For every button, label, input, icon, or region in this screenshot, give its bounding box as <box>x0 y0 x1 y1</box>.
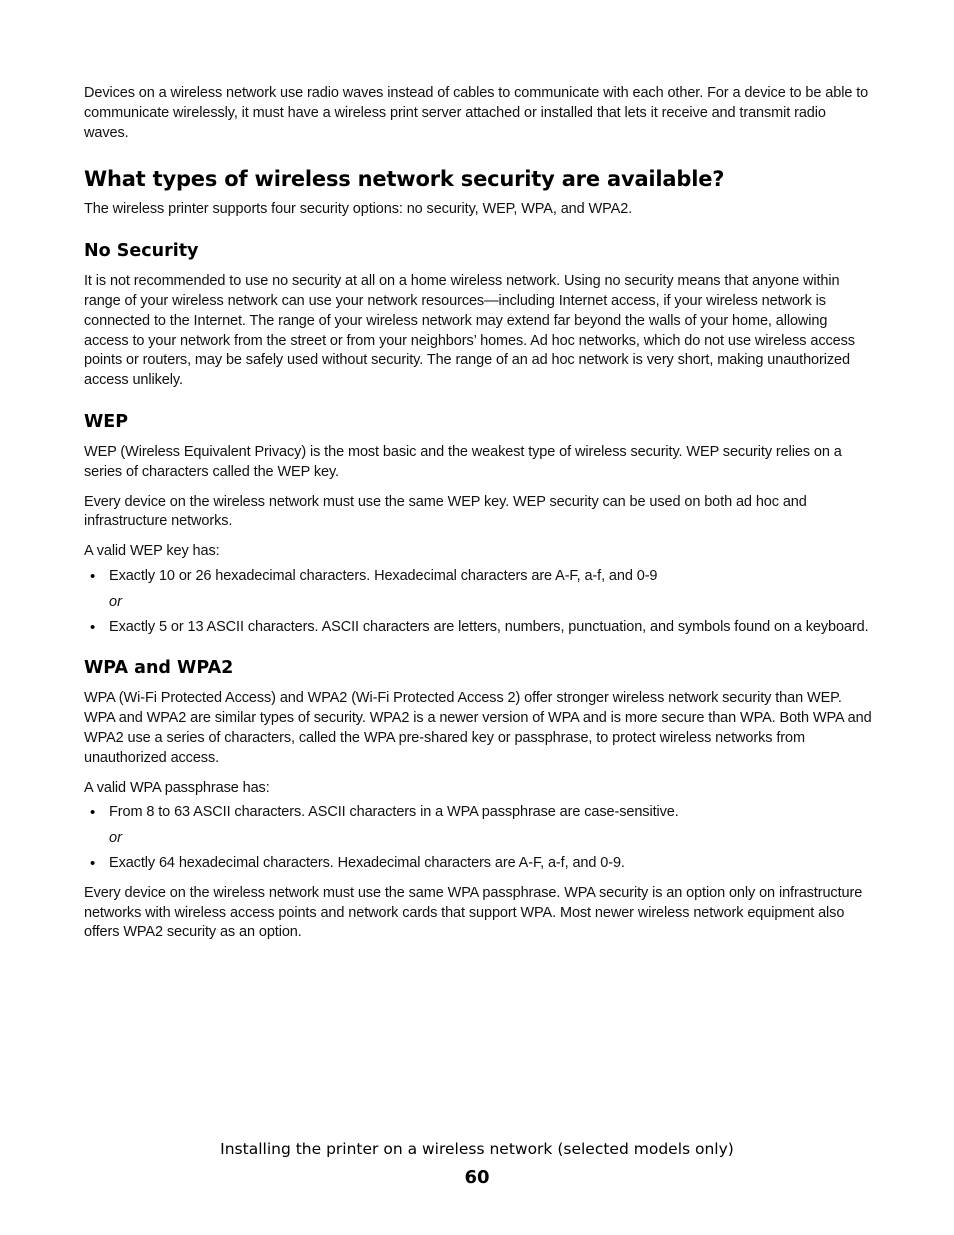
wep-heading: WEP <box>84 411 129 432</box>
main-heading: What types of wireless network security are available? <box>84 167 725 192</box>
no-security-paragraph: It is not recommended to use no security at all on a home wireless network. Using no security means that anyone within range of your wireless network can use your network resources—including Internet access, if your wireless network is connected to the Internet. The range of your wireless network may extend far beyond the walls of your home, allowing access to your network from the street or from your neighbors’ homes. Ad hoc networks, which do not use wireless access points or routers, may be safely used without security. The range of an ad hoc network is very short, making unauthorized access unlikely. <box>84 273 855 389</box>
wpa-paragraph-1: WPA (Wi-Fi Protected Access) and WPA2 (Wi-Fi Protected Access 2) offer stronger wireless network security than WEP. WPA and WPA2 are similar types of security. WPA2 is a newer version of WPA and is more secure than WPA. Both WPA and WPA2 use a series of characters, called the WPA pre-shared key or passphrase, to protect wireless networks from unauthorized access. <box>84 690 872 766</box>
footer-title: Installing the printer on a wireless network (selected models only) <box>220 1140 734 1158</box>
wep-key-list <box>84 567 874 587</box>
list-item: • Exactly 64 hexadecimal characters. Hexadecimal characters are A-F, a-f, and 0-9. <box>84 854 874 874</box>
no-security-heading: No Security <box>84 241 199 262</box>
wep-paragraph-3: A valid WEP key has: <box>84 543 220 560</box>
or-separator: or <box>109 593 122 610</box>
wpa-heading: WPA and WPA2 <box>84 658 234 679</box>
or-separator: or <box>109 830 122 847</box>
page-number: 60 <box>464 1167 490 1188</box>
main-intro-paragraph: The wireless printer supports four security options: no security, WEP, WPA, and WPA2. <box>84 201 633 218</box>
wpa-paragraph-2: A valid WPA passphrase has: <box>84 779 270 796</box>
list-item: • Exactly 10 or 26 hexadecimal characters. Hexadecimal characters are A-F, a-f, and 0-9 <box>84 567 874 587</box>
list-item: • From 8 to 63 ASCII characters. ASCII characters in a WPA passphrase are case-sensitive. <box>84 803 874 823</box>
wep-paragraph-2: Every device on the wireless network must use the same WEP key. WEP security can be used on both ad hoc and infrastructure networks. <box>84 493 807 530</box>
wpa-paragraph-3: Every device on the wireless network must use the same WPA passphrase. WPA security is an option only on infrastructure networks with wireless access points and network cards that support WPA. Most newer wireless network equipment also offers WPA2 security as an option. <box>84 884 863 941</box>
list-item: • Exactly 5 or 13 ASCII characters. ASCII characters are letters, numbers, punctuation, and symbols found on a keyboard. <box>84 618 874 638</box>
intro-paragraph: Devices on a wireless network use radio waves instead of cables to communicate with each other. For a device to be able to communicate wirelessly, it must have a wireless print server attached or installed that lets it receive and transmit radio waves. <box>84 85 869 141</box>
wep-key-list-2 <box>84 618 874 638</box>
document-page <box>84 84 874 943</box>
wpa-passphrase-list-2 <box>84 854 874 874</box>
wep-paragraph-1: WEP (Wireless Equivalent Privacy) is the most basic and the weakest type of wireless security. WEP security relies on a series of characters called the WEP key. <box>84 443 842 480</box>
wpa-passphrase-list <box>84 803 874 823</box>
